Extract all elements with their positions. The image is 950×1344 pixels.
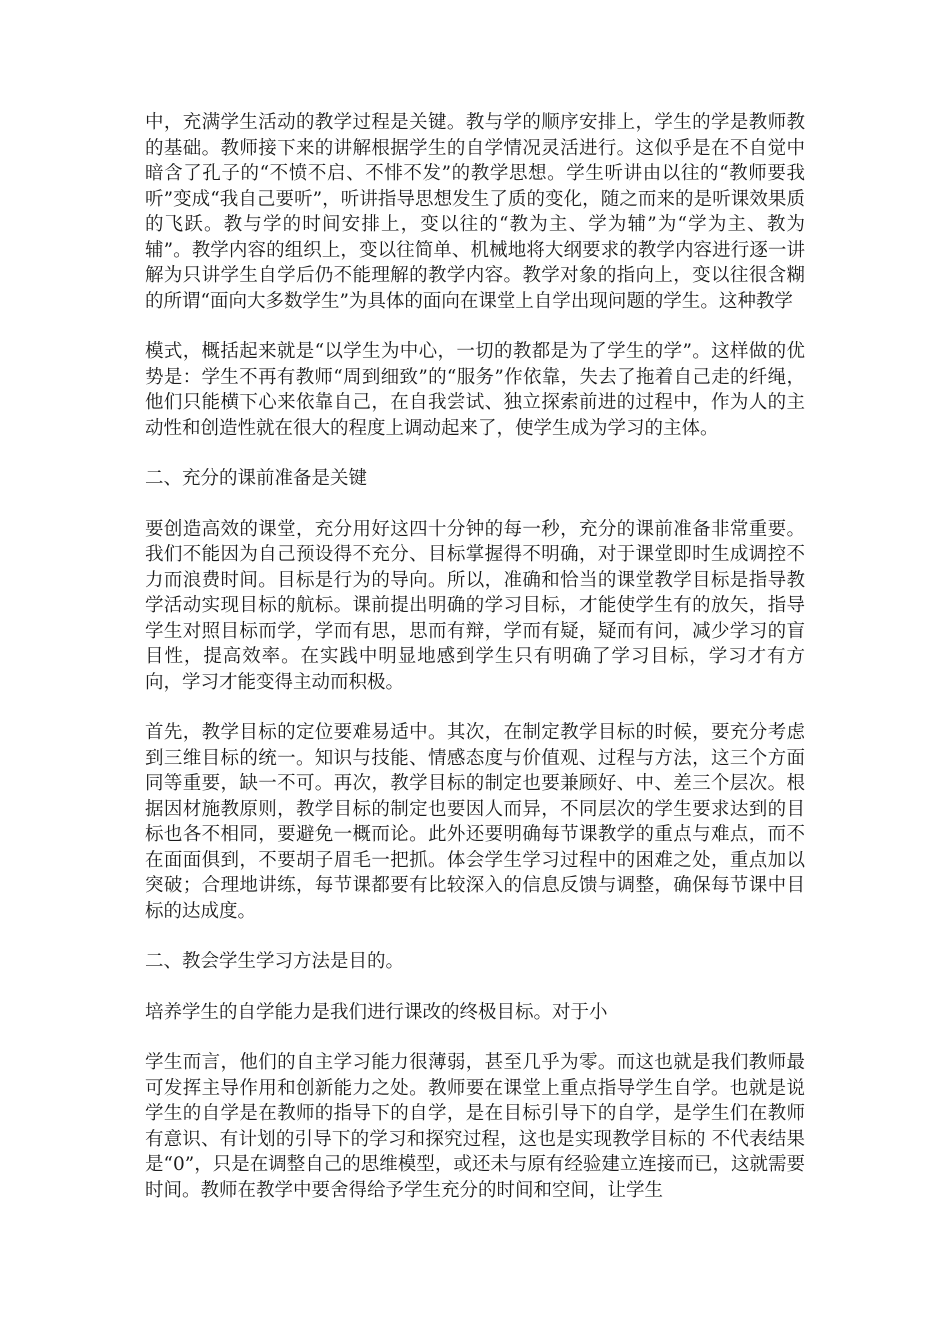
section-heading-preparation: 二、充分的课前准备是关键 bbox=[145, 468, 368, 489]
document-page bbox=[145, 110, 805, 1228]
paragraph-5: 培养学生的自学能力是我们进行课改的终极目标。对于小 bbox=[145, 1001, 608, 1023]
paragraph-6: 学生而言，他们的自主学习能力很薄弱，甚至几乎为零。而这也就是我们教师最可发挥主导作用和创新能力之处。教师要在课堂上重点指导学生自学。也就是说学生的自学是在教师的指导下的自学，是在目标引导下的自学，是学生们在教师有意识、有计划的引导下的学习和探究过程，这也是实现教学目标的 不代表结果是“0”，只是在调整自己的思维模型，或还未与原有经验建立连接而已，这就需要时间。教师在教学中要舍得给予学生充分的时间和空间，让学生 bbox=[145, 1052, 805, 1201]
paragraph-4: 首先，教学目标的定位要难易适中。其次，在制定教学目标的时候，要充分考虑到三维目标的统一。知识与技能、情感态度与价值观、过程与方法，这三个方面同等重要，缺一不可。再次，教学目标的制定也要兼顾好、中、差三个层次。根据因材施教原则，教学目标的制定也要因人而异，不同层次的学生要求达到的目标也各不相同，要避免一概而论。此外还要明确每节课教学的重点与难点，而不在面面俱到，不要胡子眉毛一把抓。体会学生学习过程中的困难之处，重点加以突破；合理地讲练，每节课都要有比较深入的信息反馈与调整，确保每节课中目标的达成度。 bbox=[145, 722, 805, 922]
paragraph-3: 要创造高效的课堂，充分用好这四十分钟的每一秒，充分的课前准备非常重要。我们不能因为自己预设得不充分、目标掌握得不明确，对于课堂即时生成调控不力而浪费时间。目标是行为的导向。所以，准确和恰当的课堂教学目标是指导教学活动实现目标的航标。课前提出明确的学习目标，才能使学生有的放矢，指导学生对照目标而学，学而有思，思而有辩，学而有疑，疑而有问，减少学习的盲目性，提高效率。在实践中明显地感到学生只有明确了学习目标，学习才有方向，学习才能变得主动而积极。 bbox=[145, 518, 805, 693]
paragraph-1: 中，充满学生活动的教学过程是关键。教与学的顺序安排上，学生的学是教师教的基础。教师接下来的讲解根据学生的自学情况灵活进行。这似乎是在不自觉中暗含了孔子的“不愤不启、不悱不发”的教学思想。学生听讲由以往的“教师要我听”变成“我自己要听”，听讲指导思想发生了质的变化，随之而来的是听课效果质的飞跃。教与学的时间安排上，变以往的“教为主、学为辅”为“学为主、教为辅”。教学内容的组织上，变以往简单、机械地将大纲要求的教学内容进行逐一讲解为只讲学生自学后仍不能理解的教学内容。教学对象的指向上，变以往很含糊的所谓“面向大多数学生”为具体的面向在课堂上自学出现问题的学生。这种教学 bbox=[145, 112, 805, 312]
paragraph-2: 模式，概括起来就是“以学生为中心，一切的教都是为了学生的学”。这样做的优势是：学生不再有教师“周到细致”的“服务”作依靠，失去了拖着自己走的纤绳，他们只能横下心来依靠自己，在自我尝试、独立探索前进的过程中，作为人的主动性和创造性就在很大的程度上调动起来了，使学生成为学习的主体。 bbox=[145, 341, 805, 439]
section-heading-methods: 二、教会学生学习方法是目的。 bbox=[145, 951, 405, 972]
